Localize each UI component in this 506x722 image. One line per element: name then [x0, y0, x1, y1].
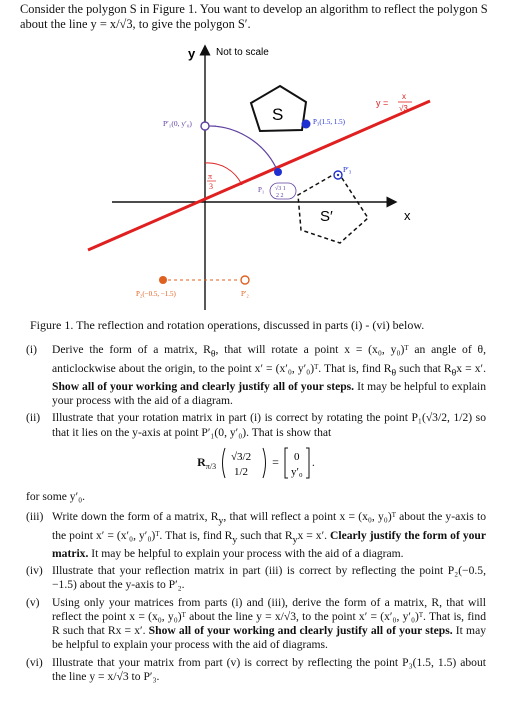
for-some-text: for some y′₀.	[26, 489, 86, 503]
rotation-arc	[205, 126, 278, 172]
label-p1-num: √3 1	[275, 186, 286, 192]
angle-den: 3	[209, 182, 213, 191]
point-p1-prime	[201, 122, 209, 130]
label-p2-prime: P′₂	[241, 290, 249, 298]
question-i: (i) Derive the form of a matrix, $R_\theta$, that will rotate a point x = (x₀, y₀)ᵀ an angle of θ, anticlockwise about the origin, to the point x′ = (x′₀, y′₀)ᵀ. That is, find $R_\theta$ such that $R_\theta x = x'$. Show all of your working and clearly justify all of your steps. It may be helpful to explain your process with the aid of a diagram.	[26, 343, 487, 408]
label-p3-prime: P′₃	[343, 165, 352, 174]
question-ii: (ii) Illustrate that your rotation matrix in part (i) is correct by rotating the point P₁(√3/2, 1/2) so that it lies on the y-axis at point P′₁(0, y′₀). That is show that	[26, 411, 486, 439]
reflection-line	[88, 101, 430, 250]
line-label-lhs: y =	[376, 98, 389, 108]
point-p2-prime	[241, 276, 249, 284]
input-vector	[219, 446, 269, 480]
question-iii: (iii) Write down the form of a matrix, $R_y$, that will reflect a point x = (x₀, y₀)ᵀ about the y-axis to the point x′ = (x′₀, y′₀)ᵀ. That is, find $R_y$ such that $R_yx = x'$. Clearly justify the form of your matrix. It may be helpful to explain your process with the aid of a diagram.	[26, 510, 487, 561]
polygon-s-label: S	[272, 105, 284, 124]
polygon-s-prime-label: S′	[320, 208, 333, 225]
scale-note: Not to scale	[216, 47, 269, 58]
figure-reflection-diagram	[0, 40, 506, 315]
question-number: (vi)	[26, 655, 43, 669]
question-iv: (iv) Illustrate that your reflection matrix in part (iii) is correct by reflecting the point P₂(−0.5, −1.5) about the y-axis to P′₂.	[26, 564, 486, 592]
svg-text:1/2: 1/2	[234, 465, 249, 478]
label-p1: P₁	[258, 186, 265, 194]
point-p3	[302, 120, 311, 129]
angle-num: π	[208, 172, 213, 181]
point-p2	[159, 276, 167, 284]
svg-text:0: 0	[293, 450, 300, 463]
question-number: (ii)	[26, 411, 41, 425]
label-p1-den: 2 2	[276, 193, 284, 199]
intro-text: Consider the polygon S in Figure 1. You want to develop an algorithm to reflect the polygon S about the line y = x/√3, to give the polygon S′.	[20, 2, 488, 31]
question-number: (i)	[26, 343, 37, 356]
question-vi: (vi) Illustrate that your matrix from part (v) is correct by reflecting the point P₃(1.5, 1.5) about the line y = x/√3 to P′₃.	[26, 655, 486, 683]
x-axis-label: x	[404, 208, 411, 223]
line-label-den: √3	[399, 104, 408, 113]
question-number: (v)	[26, 595, 40, 609]
line-label-num: x	[402, 92, 406, 101]
y-axis-label: y	[188, 46, 196, 61]
label-p3: P₃(1.5, 1.5)	[313, 118, 345, 126]
label-p1-prime: P′₁(0, y′₀)	[163, 119, 192, 128]
point-p1	[274, 168, 282, 176]
figure-caption: Figure 1. The reflection and rotation operations, discussed in parts (i) - (vi) below.	[30, 318, 425, 332]
question-number: (iii)	[26, 510, 44, 524]
question-v: (v) Using only your matrices from parts (i) and (iii), derive the form of a matrix, R, that will reflect the point x = (x₀, y₀)ᵀ about the line y = x/√3, to the point x′ = (x′₀, y′₀)ᵀ. That is, find R such that Rx = x′. Show all of your working and clearly justify all of your steps. It may be helpful to explain your process with the aid of diagrams.	[26, 595, 487, 652]
question-number: (iv)	[26, 564, 43, 578]
svg-text:y′₀: y′₀	[290, 465, 303, 478]
polygon-s-prime	[298, 172, 368, 243]
result-vector	[282, 446, 312, 480]
svg-text:√3/2: √3/2	[231, 450, 252, 463]
label-p2: P₂(−0.5, −1.5)	[136, 290, 176, 298]
rotation-equation: $R_{\pi/3}$ √3/2 1/2 = 0 y′₀ .	[26, 446, 486, 480]
question-list	[26, 343, 486, 687]
